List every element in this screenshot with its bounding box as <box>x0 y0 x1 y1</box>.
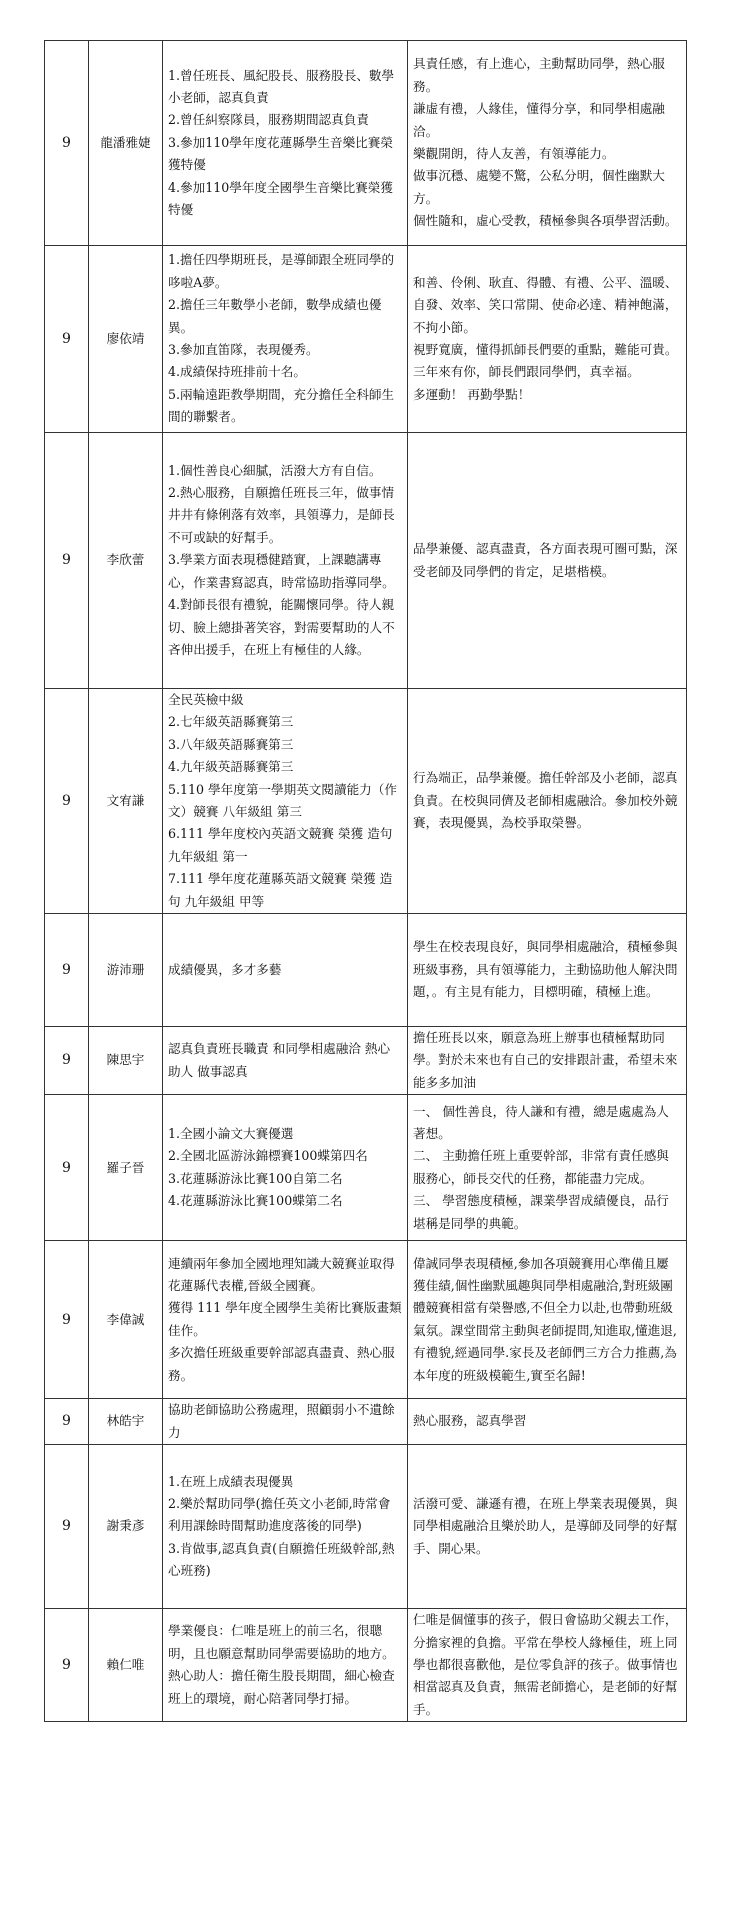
comment-item: 品學兼優、認真盡責，各方面表現可圈可點，深受老師及同學們的肯定，足堪楷模。 <box>413 541 678 579</box>
comments-cell <box>408 1445 687 1609</box>
achievement-item: 7.111 學年度花蓮縣英語文競賽 榮獲 造句 九年級組 甲等 <box>168 871 393 909</box>
comments-cell <box>408 433 687 689</box>
achievement-item: 全民英檢中級 <box>168 692 244 707</box>
achievement-item: 4.參加110學年度全國學生音樂比賽榮獲特優 <box>168 179 393 218</box>
table-row <box>45 1445 687 1609</box>
achievements-cell <box>163 914 408 1027</box>
comment-item: 熱心服務，認真學習 <box>413 1413 527 1429</box>
achievement-item: 1.個性善良心細膩，活潑大方有自信。 <box>168 462 382 478</box>
table-row <box>45 914 687 1027</box>
achievement-item: 4.成績保持班排前十名。 <box>168 364 306 380</box>
achievement-item: 1.擔任四學期班長，是導師跟全班同學的哆啦A夢。 <box>168 252 395 290</box>
grade-cell: 9 <box>45 1241 89 1399</box>
grade-cell: 9 <box>45 1027 89 1095</box>
grade-cell: 9 <box>45 41 89 246</box>
comments-cell <box>408 246 687 433</box>
achievement-item: 4.花蓮縣游泳比賽100蝶第二名 <box>168 1193 343 1209</box>
grade-cell: 9 <box>45 1445 89 1609</box>
achievement-item: 多次擔任班級重要幹部認真盡責、熱心服務。 <box>168 1345 395 1383</box>
comment-item: 謙虛有禮，人緣佳，懂得分享，和同學相處融洽。 <box>413 101 665 139</box>
achievement-item: 3.肯做事,認真負責(自願擔任班級幹部,熱心班務) <box>168 1540 395 1579</box>
student-name-cell: 羅子晉 <box>89 1095 163 1241</box>
achievement-item: 1.曾任班長、風紀股長、服務股長、數學小老師，認真負責 <box>168 67 395 105</box>
comments-cell <box>408 1241 687 1399</box>
comments-cell <box>408 1095 687 1241</box>
table-row <box>45 433 687 689</box>
achievement-item: 1.全國小論文大賽優選 <box>168 1125 294 1141</box>
comment-item: 三年來有你，師長們跟同學們，真幸福。 <box>413 364 640 380</box>
achievements-cell <box>163 689 408 914</box>
comments-cell <box>408 914 687 1027</box>
achievements-cell <box>163 41 408 246</box>
student-name-cell: 賴仁唯 <box>89 1609 163 1722</box>
grade-cell: 9 <box>45 914 89 1027</box>
grade-cell: 9 <box>45 433 89 689</box>
achievement-item: 熱心助人：擔任衛生股長期間，細心檢查班上的環境，耐心陪著同學打掃。 <box>168 1668 395 1706</box>
student-name-cell: 李欣蕾 <box>89 433 163 689</box>
student-name-cell: 文宥謙 <box>89 689 163 914</box>
grade-cell: 9 <box>45 1609 89 1722</box>
comment-item: 具責任感，有上進心，主動幫助同學，熱心服務。 <box>413 56 665 94</box>
achievement-item: 2.七年級英語縣賽第三 <box>168 714 294 730</box>
grade-cell: 9 <box>45 1095 89 1241</box>
table-row <box>45 1399 687 1445</box>
comment-item: 仁唯是個懂事的孩子，假日會協助父親去工作，分擔家裡的負擔。平常在學校人緣極佳，班上同學也都很喜歡他，是位零負評的孩子。做事情也相當認真及負責，無需老師擔心，是老師的好幫手。 <box>413 1612 678 1717</box>
student-name-cell: 李偉誠 <box>89 1241 163 1399</box>
achievements-cell <box>163 1027 408 1095</box>
achievement-item: 2.曾任糾察隊員，服務期間認真負責 <box>168 112 369 128</box>
student-name-cell: 游沛珊 <box>89 914 163 1027</box>
table-row <box>45 1095 687 1241</box>
comments-cell <box>408 1399 687 1445</box>
achievement-item: 1.在班上成績表現優異 <box>168 1473 294 1489</box>
table-row <box>45 1027 687 1095</box>
achievement-item: 2.樂於幫助同學(擔任英文小老師,時常會利用課餘時間幫助進度落後的同學) <box>168 1495 391 1534</box>
comment-item: 偉誠同學表現積極,參加各項競賽用心準備且屢獲佳績,個性幽默風趣與同學相處融洽,對班級團體競賽相當有榮譽感,不但全力以赴,也帶動班級氣氛。課堂間常主動與老師提問,知進取,懂進退,有禮貌,經過同學.家長及老師們三方合力推薦,為本年度的班級模範生,實至名歸! <box>413 1255 677 1383</box>
student-name-cell: 陳思宇 <box>89 1027 163 1095</box>
achievements-cell <box>163 1609 408 1722</box>
achievement-item: 4.九年級英語縣賽第三 <box>168 759 294 775</box>
achievement-item: 2.全國北區游泳錦標賽100蝶第四名 <box>168 1148 368 1164</box>
comment-item: 行為端正，品學兼優。擔任幹部及小老師，認真負責。在校與同儕及老師相處融洽。參加校外競賽，表現優異，為校爭取榮譽。 <box>413 770 678 831</box>
achievement-item: 6.111 學年度校內英語文競賽 榮獲 造句 九年級組 第一 <box>168 826 393 864</box>
comment-item: 個性隨和，虛心受教，積極參與各項學習活動。 <box>413 213 678 229</box>
comment-item: 一、 個性善良，待人謙和有禮，總是處處為人著想。 <box>413 1103 669 1141</box>
comment-item: 活潑可愛、謙遜有禮，在班上學業表現優異，與同學相處融洽且樂於助人，是導師及同學的好幫手、開心果。 <box>413 1495 678 1556</box>
comment-item: 學生在校表現良好，與同學相處融洽，積極參與班級事務，具有領導能力，主動協助他人解決問題，。有主見有能力，目標明確，積極上進。 <box>413 939 678 1000</box>
grade-cell: 9 <box>45 246 89 433</box>
comment-item: 擔任班長以來，願意為班上辦事也積極幫助同學。對於未來也有自己的安排跟計畫，希望未來能多多加油 <box>413 1030 678 1090</box>
comment-item: 做事沉穩、處變不驚，公私分明，個性幽默大方。 <box>413 168 665 206</box>
comments-cell <box>408 1027 687 1095</box>
achievements-cell <box>163 1241 408 1399</box>
achievement-item: 連續兩年參加全國地理知識大競賽並取得花蓮縣代表權,晉級全國賽。 <box>168 1255 395 1293</box>
comment-item: 二、 主動擔任班上重要幹部，非常有責任感與服務心，師長交代的任務，都能盡力完成。 <box>413 1148 669 1186</box>
achievement-item: 學業優良：仁唯是班上的前三名，很聰明，且也願意幫助同學需要協助的地方。 <box>168 1623 395 1661</box>
comments-cell <box>408 1609 687 1722</box>
comment-item: 樂觀開朗，待人友善，有領導能力。 <box>413 146 615 161</box>
achievements-cell <box>163 1399 408 1445</box>
achievement-item: 5.110 學年度第一學期英文閱讀能力（作文）競賽 八年級組 第三 <box>168 781 397 820</box>
achievements-cell <box>163 1095 408 1241</box>
achievement-item: 3.參加直笛隊，表現優秀。 <box>168 342 319 357</box>
comments-cell <box>408 41 687 246</box>
achievement-item: 獲得 111 學年度全國學生美術比賽版畫類佳作。 <box>168 1300 402 1338</box>
achievement-item: 協助老師協助公務處理，照顧弱小不遺餘力 <box>168 1402 395 1440</box>
achievement-item: 成績優異，多才多藝 <box>168 961 282 977</box>
comment-item: 和善、伶俐、耿直、得體、有禮、公平、溫暖、自發、效率、笑口常開、使命必達、精神飽滿，不拘小節。 <box>413 274 678 335</box>
achievements-cell <box>163 433 408 689</box>
grade-cell: 9 <box>45 689 89 914</box>
table-row <box>45 1241 687 1399</box>
table-row <box>45 41 687 246</box>
achievement-item: 3.學業方面表現穩健踏實，上課聽講專心，作業書寫認真，時常協助指導同學。 <box>168 552 395 590</box>
student-awards-table <box>44 40 687 1722</box>
achievement-item: 5.兩輪遠距教學期間，充分擔任全科師生間的聯繫者。 <box>168 386 395 425</box>
achievement-item: 2.熱心服務，自願擔任班長三年，做事情井井有條俐落有效率，具領導力，是師長不可或缺的好幫手。 <box>168 485 395 545</box>
table-row <box>45 246 687 433</box>
student-name-cell: 林皓宇 <box>89 1399 163 1445</box>
grade-cell: 9 <box>45 1399 89 1445</box>
achievement-item: 認真負責班長職責 和同學相處融洽 熱心助人 做事認真 <box>168 1041 391 1079</box>
student-name-cell: 廖依靖 <box>89 246 163 433</box>
achievement-item: 2.擔任三年數學小老師，數學成績也優異。 <box>168 297 382 335</box>
table-row <box>45 689 687 914</box>
table-row <box>45 1609 687 1722</box>
comments-cell <box>408 689 687 914</box>
achievement-item: 3.八年級英語縣賽第三 <box>168 736 294 752</box>
achievements-cell <box>163 246 408 433</box>
achievements-cell <box>163 1445 408 1609</box>
achievement-item: 4.對師長很有禮貌，能關懷同學。待人親切、臉上總掛著笑容，對需要幫助的人不吝伸出援手，在班上有極佳的人緣。 <box>168 597 395 657</box>
student-name-cell: 謝秉彥 <box>89 1445 163 1609</box>
comment-item: 三、 學習態度積極，課業學習成績優良，品行堪稱是同學的典範。 <box>413 1193 669 1231</box>
student-name-cell: 龍潘雅婕 <box>89 41 163 246</box>
comment-item: 多運動！ 再勤學點！ <box>413 386 531 402</box>
comment-item: 視野寬廣，懂得抓師長們要的重點，難能可貴。 <box>413 342 678 357</box>
achievement-item: 3.參加110學年度花蓮縣學生音樂比賽榮獲特優 <box>168 134 393 173</box>
achievement-item: 3.花蓮縣游泳比賽100自第二名 <box>168 1170 343 1186</box>
